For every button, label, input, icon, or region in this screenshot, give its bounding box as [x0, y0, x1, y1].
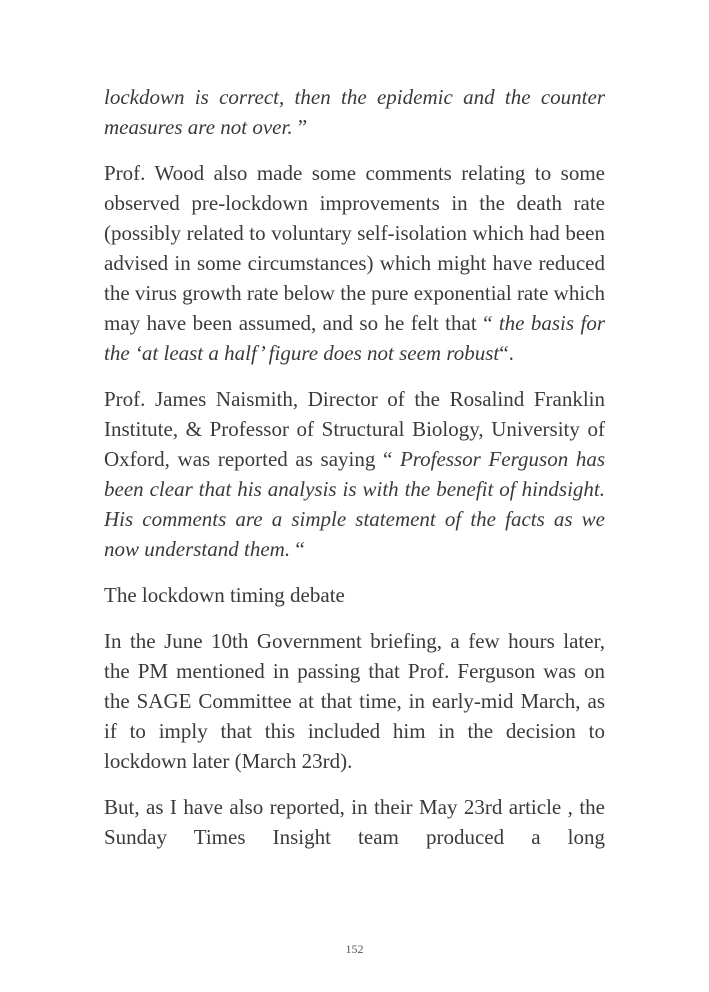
section-heading: The lockdown timing debate [104, 583, 345, 607]
italic-quote: the basis for the ‘at least a half’ figure does not seem robust [104, 311, 605, 365]
paragraph-quote-continuation [104, 82, 605, 142]
page-body [104, 82, 605, 868]
paragraph-prof-naismith [104, 384, 605, 564]
closing-quote-mark: “ [290, 537, 305, 561]
paragraph-june-briefing: In the June 10th Government briefing, a few hours later, the PM mentioned in passing that Prof. Ferguson was on the SAGE Committee at that time, in early-mid March, as if to imply that this included him in the decision to lockdown later (March 23rd). [104, 629, 605, 773]
closing-quote-mark: ” [292, 115, 308, 139]
paragraph-text: Prof. James Naismith, Director of the Rosalind Franklin Institute, & Professor of Structural Biology, University of Oxford, was reported as saying “ [104, 387, 605, 471]
paragraph-sunday-times: But, as I have also reported, in their May 23rd article , the Sunday Times Insight team produced a long [104, 795, 605, 849]
paragraph-prof-wood [104, 158, 605, 368]
italic-quote: Professor Ferguson has been clear that his analysis is with the benefit of hindsight. His comments are a simple statement of the facts as we now understand them. [104, 447, 605, 561]
paragraph-text: Prof. Wood also made some comments relating to some observed pre-lockdown improvements in the death rate (possibly related to voluntary self-isolation which had been advised in some circumstances) which might have reduced the virus growth rate below the pure exponential rate which may have been assumed, and so he felt that “ [104, 161, 605, 335]
closing-quote-mark: “. [499, 341, 514, 365]
page-number: 152 [345, 942, 364, 956]
italic-quote: lockdown is correct, then the epidemic and the counter measures are not over. [104, 85, 605, 139]
